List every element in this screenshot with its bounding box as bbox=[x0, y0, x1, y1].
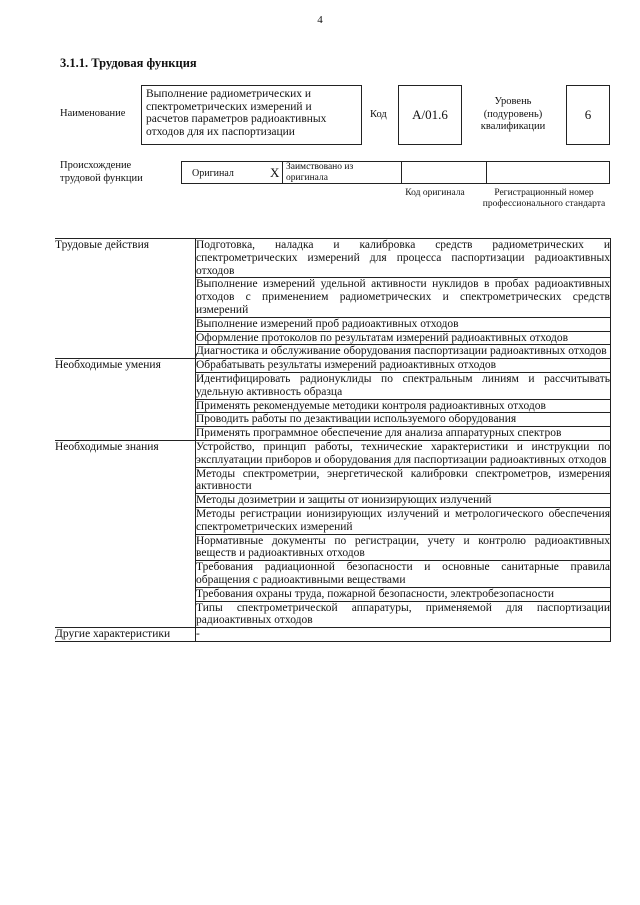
list-item: Методы регистрации ионизирующих излучений и метрологического обеспечения спектрометрических измерений bbox=[196, 507, 610, 533]
list-item: Идентифицировать радионуклиды по спектральным линиям и рассчитывать удельную активность образца bbox=[196, 372, 610, 398]
origin-divider bbox=[401, 162, 402, 183]
origin-divider bbox=[282, 162, 283, 183]
category-label: Трудовые действия bbox=[55, 239, 196, 359]
function-details-table bbox=[55, 238, 611, 642]
list-item: Подготовка, наладка и калибровка средств радиометрических и спектрометрических измерений для процесса паспортизации радиоактивных отходов bbox=[196, 239, 610, 277]
table-row bbox=[55, 239, 611, 278]
category-label: Другие характеристики bbox=[55, 628, 196, 642]
code-value-box: A/01.6 bbox=[398, 85, 462, 145]
table-row bbox=[55, 628, 611, 642]
section-title: 3.1.1. Трудовая функция bbox=[60, 56, 197, 70]
list-item: Методы дозиметрии и защиты от ионизирующих излучений bbox=[196, 494, 611, 508]
category-label: Необходимые знания bbox=[55, 440, 196, 627]
origin-row bbox=[181, 161, 610, 184]
list-item: Обрабатывать результаты измерений радиоактивных отходов bbox=[196, 359, 611, 373]
list-item: Выполнение измерений проб радиоактивных отходов bbox=[196, 317, 611, 331]
borrowed-label: Заимствовано из оригинала bbox=[286, 162, 354, 183]
list-item: - bbox=[196, 628, 611, 642]
level-value-box: 6 bbox=[566, 85, 610, 145]
list-item: Нормативные документы по регистрации, учету и контролю радиоактивных веществ и радиоактивных отходов bbox=[196, 534, 610, 560]
original-label: Оригинал bbox=[192, 168, 234, 179]
code-label: Код bbox=[370, 109, 387, 120]
name-label: Наименование bbox=[60, 108, 126, 119]
origin-label: Происхождение трудовой функции bbox=[60, 160, 143, 184]
list-item: Диагностика и обслуживание оборудования паспортизации радиоактивных отходов bbox=[196, 345, 611, 359]
level-label: Уровень (подуровень) квалификации bbox=[480, 96, 546, 132]
list-item: Выполнение измерений удельной активности нуклидов в пробах радиоактивных отходов с применением радиометрических и спектрометрических средств измерений bbox=[196, 278, 610, 316]
list-item: Требования радиационной безопасности и основные санитарные правила обращения с радиоактивными веществами bbox=[196, 561, 610, 586]
list-item: Применять программное обеспечение для анализа аппаратурных спектров bbox=[196, 427, 611, 441]
list-item: Методы спектрометрии, энергетической калибровки спектрометров, измерения активности bbox=[196, 467, 610, 493]
list-item: Оформление протоколов по результатам измерений радиоактивных отходов bbox=[196, 331, 611, 345]
page-number: 4 bbox=[317, 14, 323, 26]
reg-number-label: Регистрационный номер профессионального стандарта bbox=[482, 188, 606, 209]
list-item: Требования охраны труда, пожарной безопасности, электробезопасности bbox=[196, 587, 611, 601]
origin-divider bbox=[486, 162, 487, 183]
list-item: Устройство, принцип работы, технические характеристики и инструкции по эксплуатации приборов и оборудования для паспортизации радиоактивных отходов bbox=[196, 440, 610, 466]
table-row bbox=[55, 440, 611, 467]
original-mark: X bbox=[270, 165, 280, 180]
function-name-box: Выполнение радиометрических и спектрометрических измерений и расчетов параметров радиоактивных отходов для их паспортизации bbox=[141, 85, 362, 145]
list-item: Проводить работы по дезактивации используемого оборудования bbox=[196, 413, 611, 427]
list-item: Типы спектрометрической аппаратуры, применяемой для паспортизации радиоактивных отходов bbox=[196, 601, 610, 627]
table-row bbox=[55, 359, 611, 373]
code-original-label: Код оригинала bbox=[405, 188, 465, 198]
list-item: Применять рекомендуемые методики контроля радиоактивных отходов bbox=[196, 399, 611, 413]
category-label: Необходимые умения bbox=[55, 359, 196, 441]
